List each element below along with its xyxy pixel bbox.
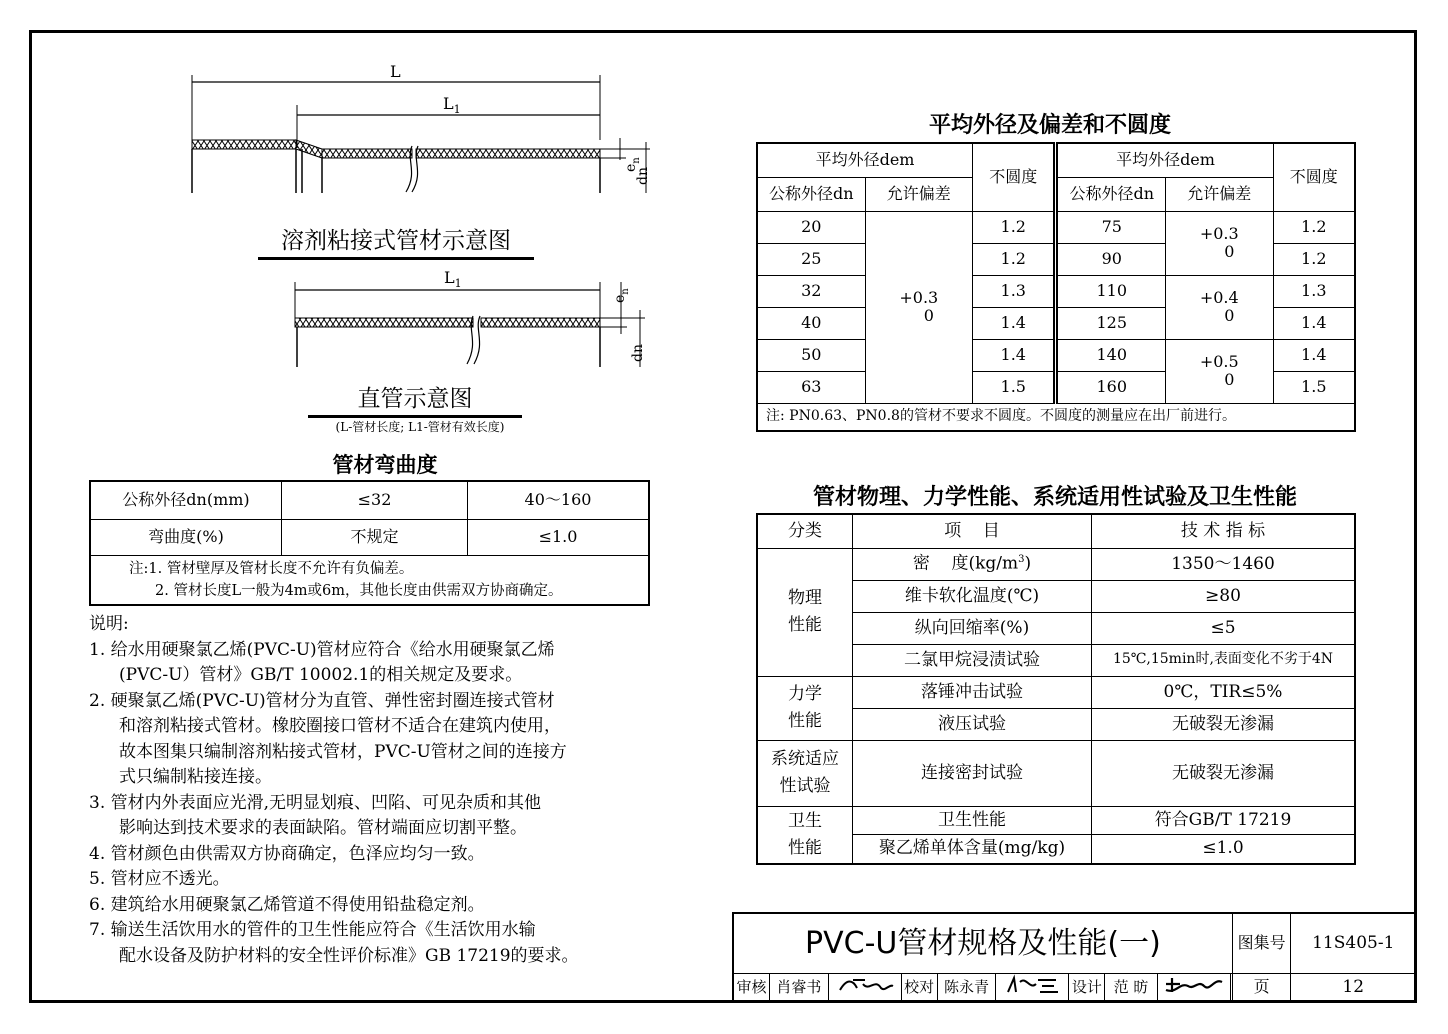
dn-cell: 160 — [1056, 371, 1166, 403]
cat-health: 卫生 性能 — [757, 806, 853, 864]
ov-cell: 1.5 — [1273, 371, 1355, 403]
perf-item: 卫生性能 — [853, 806, 1092, 834]
col-tol: 允许偏差 — [865, 177, 973, 211]
perf-table-title: 管材物理、力学性能、系统适用性试验及卫生性能 — [812, 485, 1297, 510]
dn-cell: 75 — [1056, 211, 1166, 243]
cat-mech: 力学 性能 — [757, 676, 853, 740]
solvent-pipe-diagram — [180, 60, 680, 210]
note-line: 3. 管材内外表面应光滑,无明显划痕、凹陷、可见杂质和其他 — [89, 792, 542, 813]
bend-cell: ≤1.0 — [468, 519, 650, 555]
drawing-title: PVC-U管材规格及性能(一) — [733, 913, 1232, 973]
bend-cell: ≤32 — [282, 481, 468, 519]
note-line: 1. 给水用硬聚氯乙烯(PVC-U)管材应符合《给水用硬聚氯乙烯 — [89, 639, 555, 660]
dn-cell: 125 — [1056, 307, 1166, 339]
ov-cell: 1.5 — [973, 371, 1056, 403]
cat-physical: 物理 性能 — [757, 548, 853, 676]
note-line: (PVC-U）管材》GB/T 10002.1的相关规定及要求。 — [119, 665, 523, 685]
tol-cell: +0.3 0 — [1166, 211, 1274, 275]
perf-item: 连接密封试验 — [853, 740, 1092, 806]
col-ovality: 不圆度 — [1273, 143, 1355, 211]
dn-cell: 32 — [757, 275, 865, 307]
straight-pipe-diagram — [285, 270, 665, 380]
ov-cell: 1.4 — [973, 339, 1056, 371]
note-line: 配水设备及防护材料的安全性评价标准》GB 17219的要求。 — [119, 945, 579, 966]
col-mean: 平均外径dem — [1056, 143, 1273, 177]
perf-item: 维卡软化温度(℃) — [853, 580, 1092, 612]
reviewer-name: 肖睿书 — [770, 973, 829, 1002]
perf-value: 无破裂无渗漏 — [1092, 708, 1356, 740]
perf-value: 符合GB/T 17219 — [1092, 806, 1356, 834]
ov-cell: 1.4 — [973, 307, 1056, 339]
perf-value: ≤1.0 — [1092, 834, 1356, 864]
ov-cell: 1.2 — [973, 211, 1056, 243]
perf-value: 0℃，TIR≤5% — [1092, 676, 1356, 708]
bend-cell: 弯曲度(%) — [90, 519, 282, 555]
cat-system: 系统适应 性试验 — [757, 740, 853, 806]
straight-dim-dn: dn — [630, 344, 646, 362]
note-line: 式只编制粘接连接。 — [119, 767, 272, 787]
dim-label-L: L — [390, 62, 401, 81]
diameter-table — [756, 142, 1356, 432]
dn-cell: 40 — [757, 307, 865, 339]
col-tol: 允许偏差 — [1166, 177, 1274, 211]
check-label: 校对 — [901, 973, 937, 1002]
ov-cell: 1.2 — [1273, 243, 1355, 275]
diagram-legend: (L-管材长度; L1-管材有效长度) — [335, 420, 505, 434]
note-line: 故本图集只编制溶剂粘接式管材，PVC-U管材之间的连接方 — [119, 741, 567, 762]
atlas-label: 图集号 — [1232, 913, 1291, 973]
reviewer-signature — [828, 973, 901, 1002]
solvent-diagram-title: 溶剂粘接式管材示意图 — [258, 222, 534, 260]
perf-header: 项 目 — [853, 514, 1092, 548]
checker-signature — [996, 973, 1069, 1002]
perf-value: 1350～1460 — [1092, 548, 1356, 580]
dn-cell: 20 — [757, 211, 865, 243]
perf-item: 纵向回缩率(%) — [853, 612, 1092, 644]
col-nominal: 公称外径dn — [757, 177, 865, 211]
note-line: 7. 输送生活饮用水的管件的卫生性能应符合《生活饮用水输 — [89, 920, 536, 940]
tol-cell: +0.4 0 — [1166, 275, 1274, 339]
dim-label-L1: $L_1$ — [443, 94, 461, 117]
dn-cell: 50 — [757, 339, 865, 371]
straight-dim-L1: $L_1$ — [444, 268, 462, 291]
perf-value: ≥80 — [1092, 580, 1356, 612]
perf-item: 密 度$(kg/m^3)$ — [853, 548, 1092, 580]
perf-value: ≤5 — [1092, 612, 1356, 644]
bend-table-note: 注:1. 管材壁厚及管材长度不允许有负偏差。 2. 管材长度L一般为4m或6m，其他长度由供需双方协商确定。 — [90, 555, 649, 605]
title-block — [732, 912, 1417, 1003]
perf-value: 无破裂无渗漏 — [1092, 740, 1356, 806]
dim-label-en: $e_n$ — [623, 157, 642, 172]
ov-cell: 1.4 — [1273, 339, 1355, 371]
note-line: 6. 建筑给水用硬聚氯乙烯管道不得使用铅盐稳定剂。 — [89, 894, 485, 915]
perf-item: 二氯甲烷浸渍试验 — [853, 644, 1092, 676]
dn-cell: 90 — [1056, 243, 1166, 275]
bend-cell: 不规定 — [282, 519, 468, 555]
atlas-number: 11S405-1 — [1291, 913, 1416, 973]
ov-cell: 1.3 — [973, 275, 1056, 307]
dim-label-dn: dn — [635, 167, 651, 185]
straight-dim-en: $e_n$ — [612, 288, 631, 303]
tol-cell: +0.5 0 — [1166, 339, 1274, 403]
note-line: 和溶剂粘接式管材。橡胶圈接口管材不适合在建筑内使用， — [119, 716, 561, 736]
review-label: 审核 — [733, 973, 770, 1002]
designer-name: 范 昉 — [1105, 973, 1157, 1002]
note-line: 5. 管材应不透光。 — [89, 869, 230, 889]
page-number: 12 — [1291, 973, 1416, 1002]
tol-cell: +0.3 0 — [865, 211, 973, 403]
perf-item: 液压试验 — [853, 708, 1092, 740]
dn-cell: 110 — [1056, 275, 1166, 307]
col-nominal: 公称外径dn — [1056, 177, 1166, 211]
design-label: 设计 — [1069, 973, 1105, 1002]
perf-item: 聚乙烯单体含量(mg/kg) — [853, 834, 1092, 864]
ov-cell: 1.2 — [1273, 211, 1355, 243]
perf-value: 15℃,15min时,表面变化不劣于4N — [1092, 644, 1356, 676]
note-line: 影响达到技术要求的表面缺陷。管材端面应切割平整。 — [119, 818, 527, 838]
dn-cell: 140 — [1056, 339, 1166, 371]
perf-table — [756, 513, 1356, 865]
perf-header: 技 术 指 标 — [1092, 514, 1356, 548]
ov-cell: 1.2 — [973, 243, 1056, 275]
checker-name: 陈永青 — [937, 973, 996, 1002]
bend-table — [89, 480, 650, 606]
bend-cell: 公称外径dn(mm) — [90, 481, 282, 519]
page-label: 页 — [1232, 973, 1291, 1002]
diameter-table-note: 注: PN0.63、PN0.8的管材不要求不圆度。不圆度的测量应在出厂前进行。 — [757, 403, 1355, 431]
explanation-notes — [89, 612, 659, 969]
bend-cell: 40～160 — [468, 481, 650, 519]
col-ovality: 不圆度 — [973, 143, 1056, 211]
designer-signature — [1157, 973, 1230, 1002]
dn-cell: 63 — [757, 371, 865, 403]
perf-header: 分类 — [757, 514, 853, 548]
bend-table-title: 管材弯曲度 — [332, 453, 438, 477]
diameter-table-title: 平均外径及偏差和不圆度 — [928, 113, 1171, 138]
note-line: 4. 管材颜色由供需双方协商确定，色泽应均匀一致。 — [89, 843, 485, 864]
col-mean: 平均外径dem — [757, 143, 973, 177]
straight-diagram-title: 直管示意图 — [308, 380, 522, 418]
ov-cell: 1.3 — [1273, 275, 1355, 307]
note-line: 2. 硬聚氯乙烯(PVC-U)管材分为直管、弹性密封圈连接式管材 — [89, 690, 555, 711]
dn-cell: 25 — [757, 243, 865, 275]
ov-cell: 1.4 — [1273, 307, 1355, 339]
perf-item: 落锤冲击试验 — [853, 676, 1092, 708]
notes-heading: 说明: — [89, 614, 129, 634]
